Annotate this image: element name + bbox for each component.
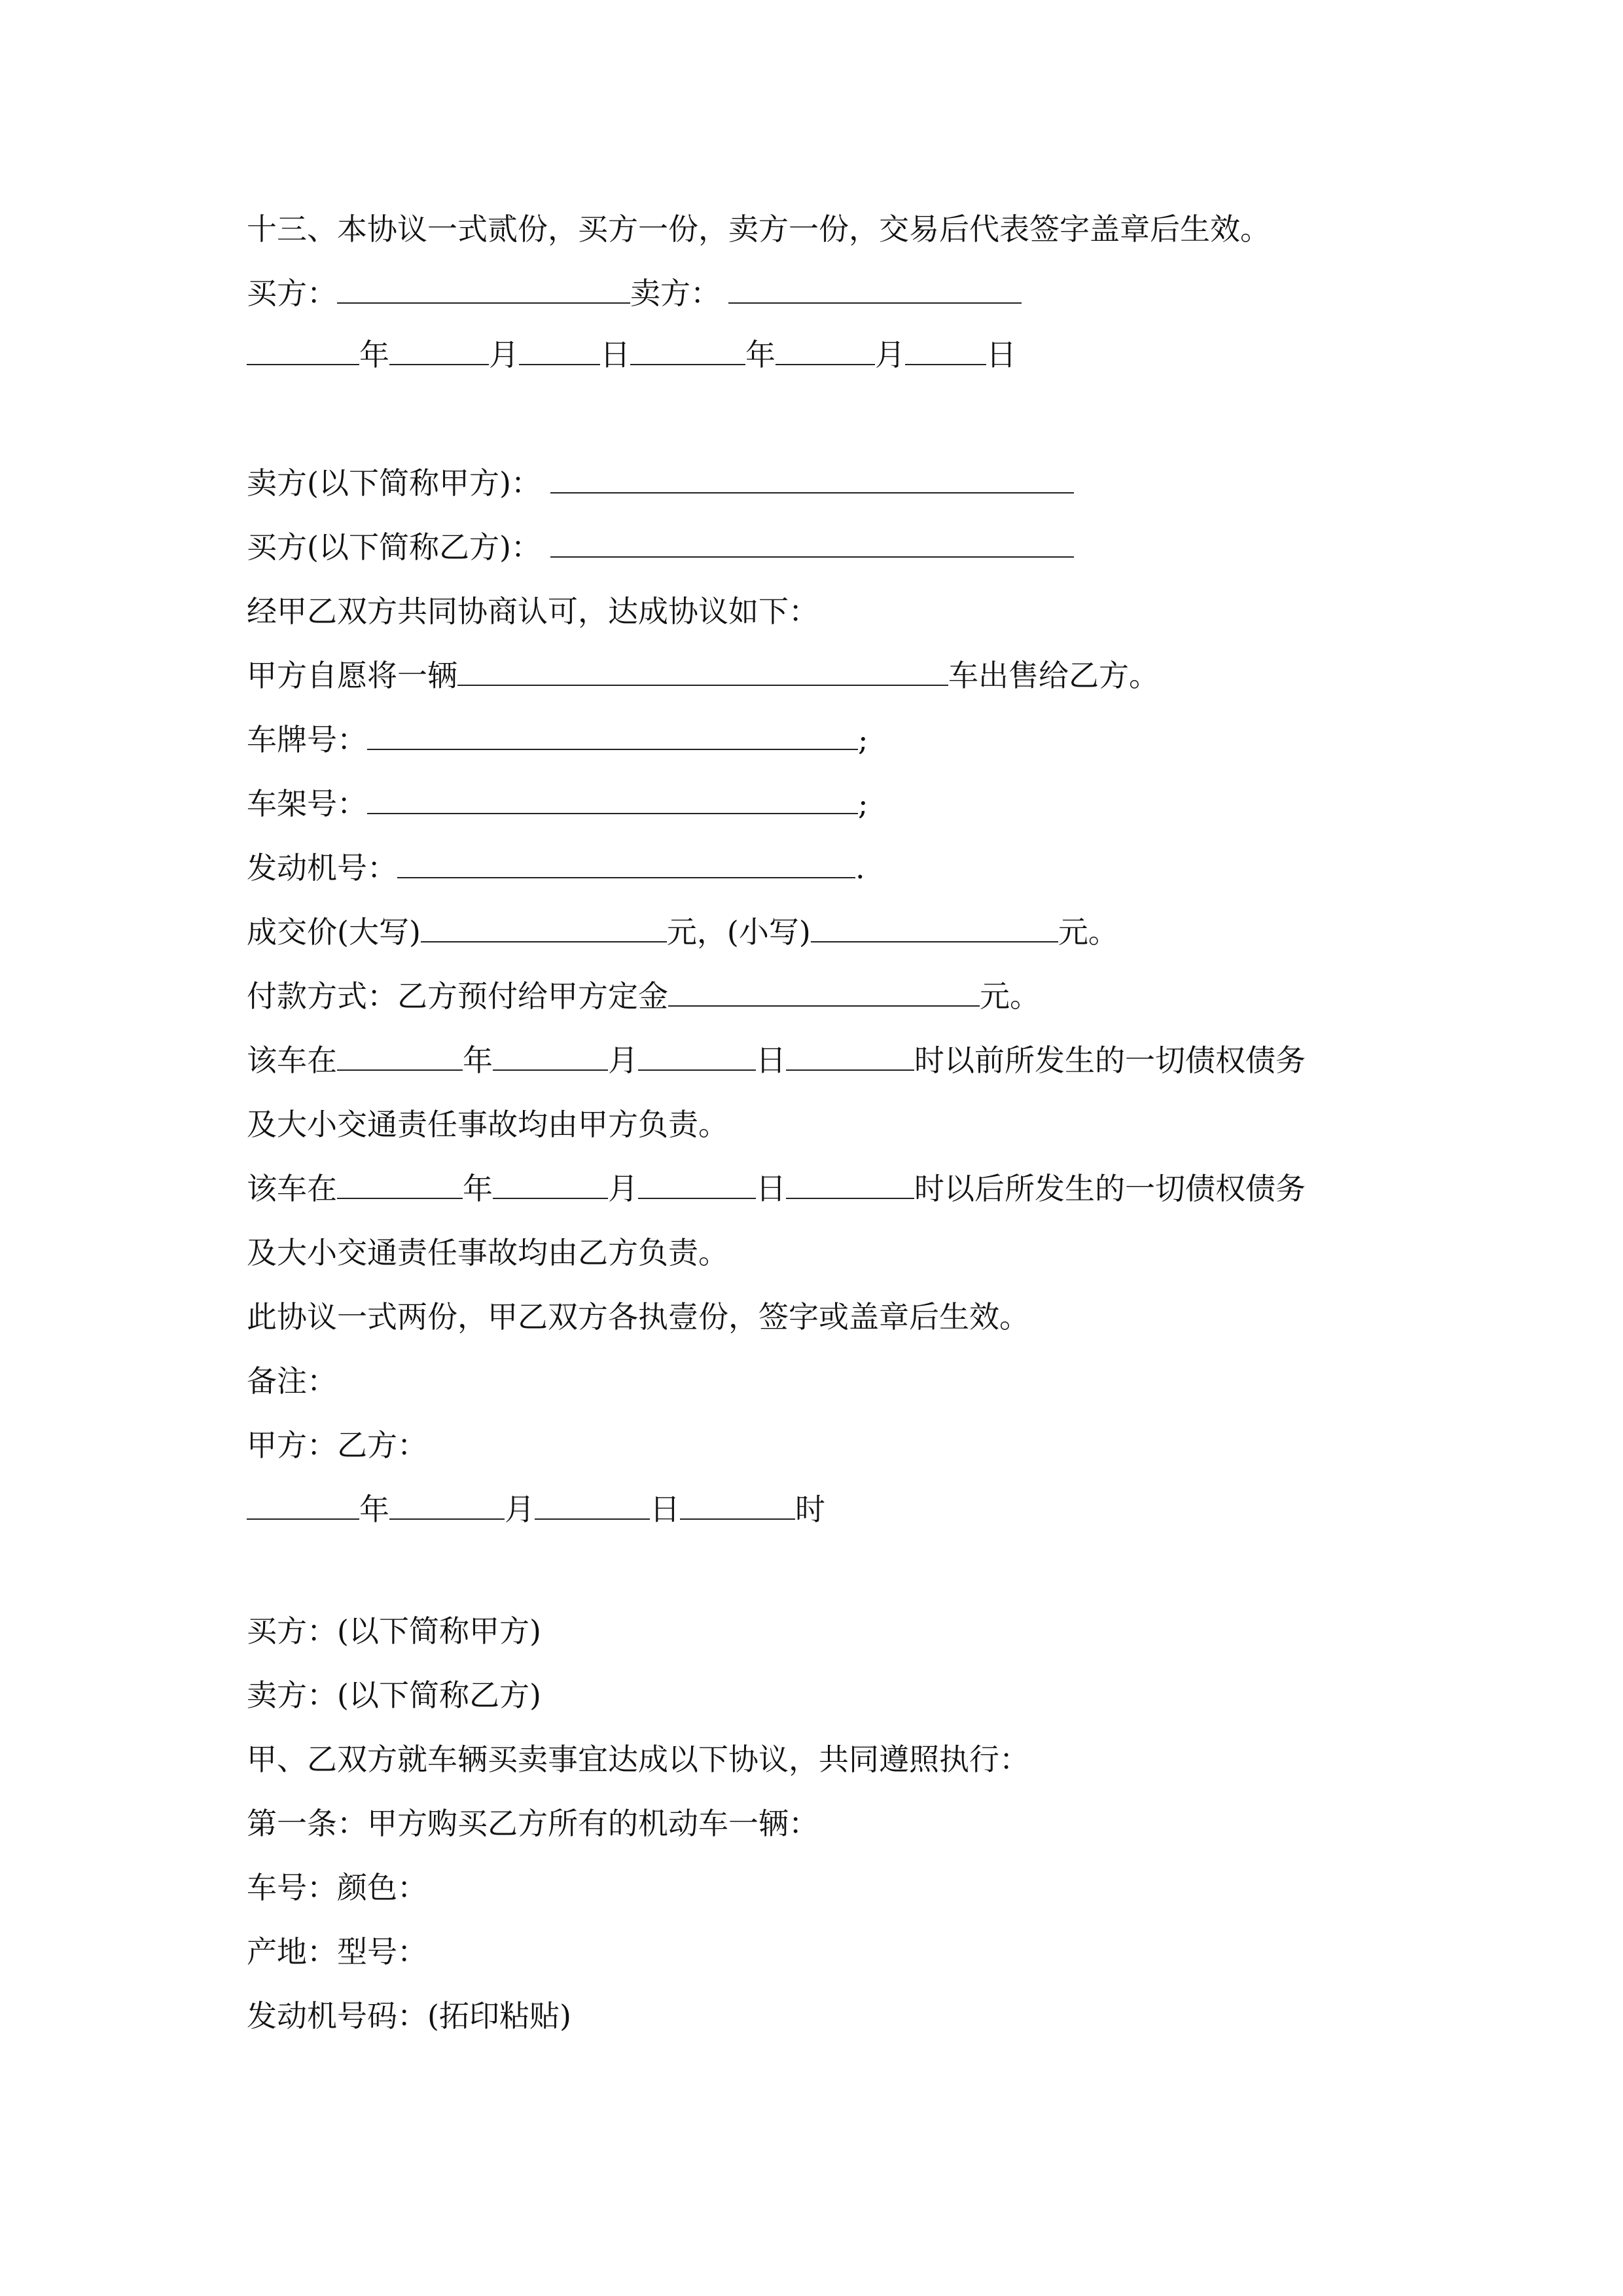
sign-row bbox=[247, 274, 1022, 313]
month-label: 月 bbox=[608, 1171, 638, 1206]
article1-text: 第一条：甲方购买乙方所有的机动车一辆： bbox=[247, 1806, 819, 1841]
clause-13 bbox=[247, 209, 1270, 249]
seller-party-label: 卖方(以下简称甲方)： bbox=[247, 465, 541, 501]
day-label: 日 bbox=[986, 337, 1016, 372]
copies-row bbox=[247, 1297, 1029, 1336]
day-label: 日 bbox=[756, 1043, 786, 1078]
origin-model-text: 产地：型号： bbox=[247, 1934, 427, 1969]
seller-year-blank[interactable] bbox=[630, 335, 745, 365]
plate-row bbox=[247, 720, 868, 759]
day-label: 日 bbox=[600, 337, 630, 372]
plate-color-row bbox=[247, 1868, 427, 1907]
sell-suffix: 车出售给乙方。 bbox=[948, 658, 1159, 693]
price-big-label: 成交价(大写) bbox=[247, 914, 421, 950]
party-b-resp-row bbox=[247, 1233, 728, 1272]
day-label: 日 bbox=[756, 1171, 786, 1206]
after-hour-blank[interactable] bbox=[786, 1169, 914, 1199]
engine-label: 发动机号： bbox=[247, 850, 397, 886]
origin-model-row bbox=[247, 1932, 427, 1971]
buyer-year-blank[interactable] bbox=[247, 335, 359, 365]
clause-13-text: 十三、本协议一式贰份，买方一份，卖方一份，交易后代表签字盖章后生效。 bbox=[247, 211, 1270, 247]
parties-label: 甲方：乙方： bbox=[247, 1427, 427, 1463]
sec3-intro-row bbox=[247, 1740, 1029, 1779]
seller-label: 卖方： bbox=[630, 276, 721, 311]
price-row bbox=[247, 912, 1118, 952]
yuan-comma: 元， bbox=[666, 914, 727, 950]
copies-text: 此协议一式两份，甲乙双方各执壹份，签字或盖章后生效。 bbox=[247, 1299, 1029, 1335]
month-label: 月 bbox=[608, 1043, 638, 1078]
after-tail: 时以后所发生的一切债权债务 bbox=[914, 1171, 1306, 1206]
vehicle-type-blank[interactable] bbox=[457, 656, 948, 686]
price-small-label: (小写) bbox=[726, 914, 811, 950]
sec3-intro-text: 甲、乙双方就车辆买卖事宜达成以下协议，共同遵照执行： bbox=[247, 1742, 1029, 1777]
sign-hour-blank[interactable] bbox=[680, 1490, 795, 1520]
seller-party-blank[interactable] bbox=[550, 463, 1074, 493]
car-at-label: 该车在 bbox=[247, 1171, 337, 1206]
seller-day-blank[interactable] bbox=[905, 335, 986, 365]
engine-blank[interactable] bbox=[397, 848, 855, 878]
year-label: 年 bbox=[463, 1043, 493, 1078]
sign-month-blank[interactable] bbox=[389, 1490, 505, 1520]
year-label: 年 bbox=[359, 337, 389, 372]
party-b-resp-text: 及大小交通责任事故均由乙方负责。 bbox=[247, 1235, 728, 1270]
seller-party-row bbox=[247, 463, 1074, 503]
sell-prefix: 甲方自愿将一辆 bbox=[247, 658, 457, 693]
before-tail: 时以前所发生的一切债权债务 bbox=[914, 1043, 1306, 1078]
before-hour-blank[interactable] bbox=[786, 1041, 914, 1071]
engine-code-row bbox=[247, 1996, 571, 2036]
frame-blank[interactable] bbox=[367, 784, 858, 814]
sell-vehicle-row bbox=[247, 656, 1159, 695]
after-day-blank[interactable] bbox=[638, 1169, 756, 1199]
sec3-seller-text: 卖方：(以下简称乙方) bbox=[247, 1677, 541, 1713]
party-a-resp-text: 及大小交通责任事故均由甲方负责。 bbox=[247, 1107, 728, 1142]
sec3-buyer-row bbox=[247, 1611, 541, 1651]
price-big-blank[interactable] bbox=[421, 912, 667, 942]
deposit-blank[interactable] bbox=[668, 977, 980, 1007]
month-label: 月 bbox=[489, 337, 519, 372]
month-label: 月 bbox=[505, 1492, 535, 1527]
price-small-blank[interactable] bbox=[811, 912, 1058, 942]
year-label: 年 bbox=[463, 1171, 493, 1206]
semicolon: ; bbox=[858, 786, 868, 821]
period: . bbox=[855, 850, 865, 886]
car-at-label: 该车在 bbox=[247, 1043, 337, 1078]
after-year-blank[interactable] bbox=[337, 1169, 463, 1199]
after-date-row bbox=[247, 1169, 1306, 1208]
sign-date-row bbox=[247, 335, 1016, 374]
buyer-party-blank[interactable] bbox=[550, 528, 1074, 558]
hour-label: 时 bbox=[795, 1492, 825, 1527]
seller-sign-blank[interactable] bbox=[728, 274, 1022, 304]
sign-year-blank[interactable] bbox=[247, 1490, 359, 1520]
sign-day-blank[interactable] bbox=[535, 1490, 650, 1520]
plate-blank[interactable] bbox=[367, 720, 858, 750]
plate-label: 车牌号： bbox=[247, 722, 367, 757]
semicolon: ; bbox=[858, 722, 868, 757]
consensus-row bbox=[247, 592, 819, 631]
buyer-month-blank[interactable] bbox=[389, 335, 489, 365]
buyer-party-row bbox=[247, 528, 1074, 567]
parties-row bbox=[247, 1426, 427, 1465]
buyer-party-label: 买方(以下简称乙方)： bbox=[247, 529, 541, 565]
frame-label: 车架号： bbox=[247, 786, 367, 821]
engine-row bbox=[247, 848, 865, 888]
payment-label: 付款方式：乙方预付给甲方定金 bbox=[247, 978, 668, 1014]
before-date-row bbox=[247, 1041, 1306, 1080]
frame-row bbox=[247, 784, 868, 823]
plate-color-text: 车号：颜色： bbox=[247, 1870, 427, 1905]
engine-code-text: 发动机号码：(拓印粘贴) bbox=[247, 1998, 571, 2034]
consensus-text: 经甲乙双方共同协商认可，达成协议如下： bbox=[247, 594, 819, 629]
remarks-label: 备注： bbox=[247, 1363, 337, 1399]
buyer-label: 买方： bbox=[247, 276, 337, 311]
payment-row bbox=[247, 977, 1040, 1016]
month-label: 月 bbox=[875, 337, 905, 372]
sec3-seller-row bbox=[247, 1676, 541, 1715]
before-month-blank[interactable] bbox=[493, 1041, 608, 1071]
seller-month-blank[interactable] bbox=[776, 335, 875, 365]
yuan-end: 元。 bbox=[980, 978, 1040, 1014]
year-label: 年 bbox=[745, 337, 776, 372]
before-year-blank[interactable] bbox=[337, 1041, 463, 1071]
yuan-end: 元。 bbox=[1058, 914, 1118, 950]
article1-row bbox=[247, 1804, 819, 1843]
after-month-blank[interactable] bbox=[493, 1169, 608, 1199]
year-label: 年 bbox=[359, 1492, 389, 1527]
day-label: 日 bbox=[650, 1492, 680, 1527]
before-day-blank[interactable] bbox=[638, 1041, 756, 1071]
buyer-sign-blank[interactable] bbox=[337, 274, 630, 304]
buyer-day-blank[interactable] bbox=[519, 335, 600, 365]
sign-time-row bbox=[247, 1490, 825, 1529]
sec3-buyer-text: 买方：(以下简称甲方) bbox=[247, 1613, 541, 1649]
remarks-row bbox=[247, 1361, 337, 1401]
party-a-resp-row bbox=[247, 1105, 728, 1144]
